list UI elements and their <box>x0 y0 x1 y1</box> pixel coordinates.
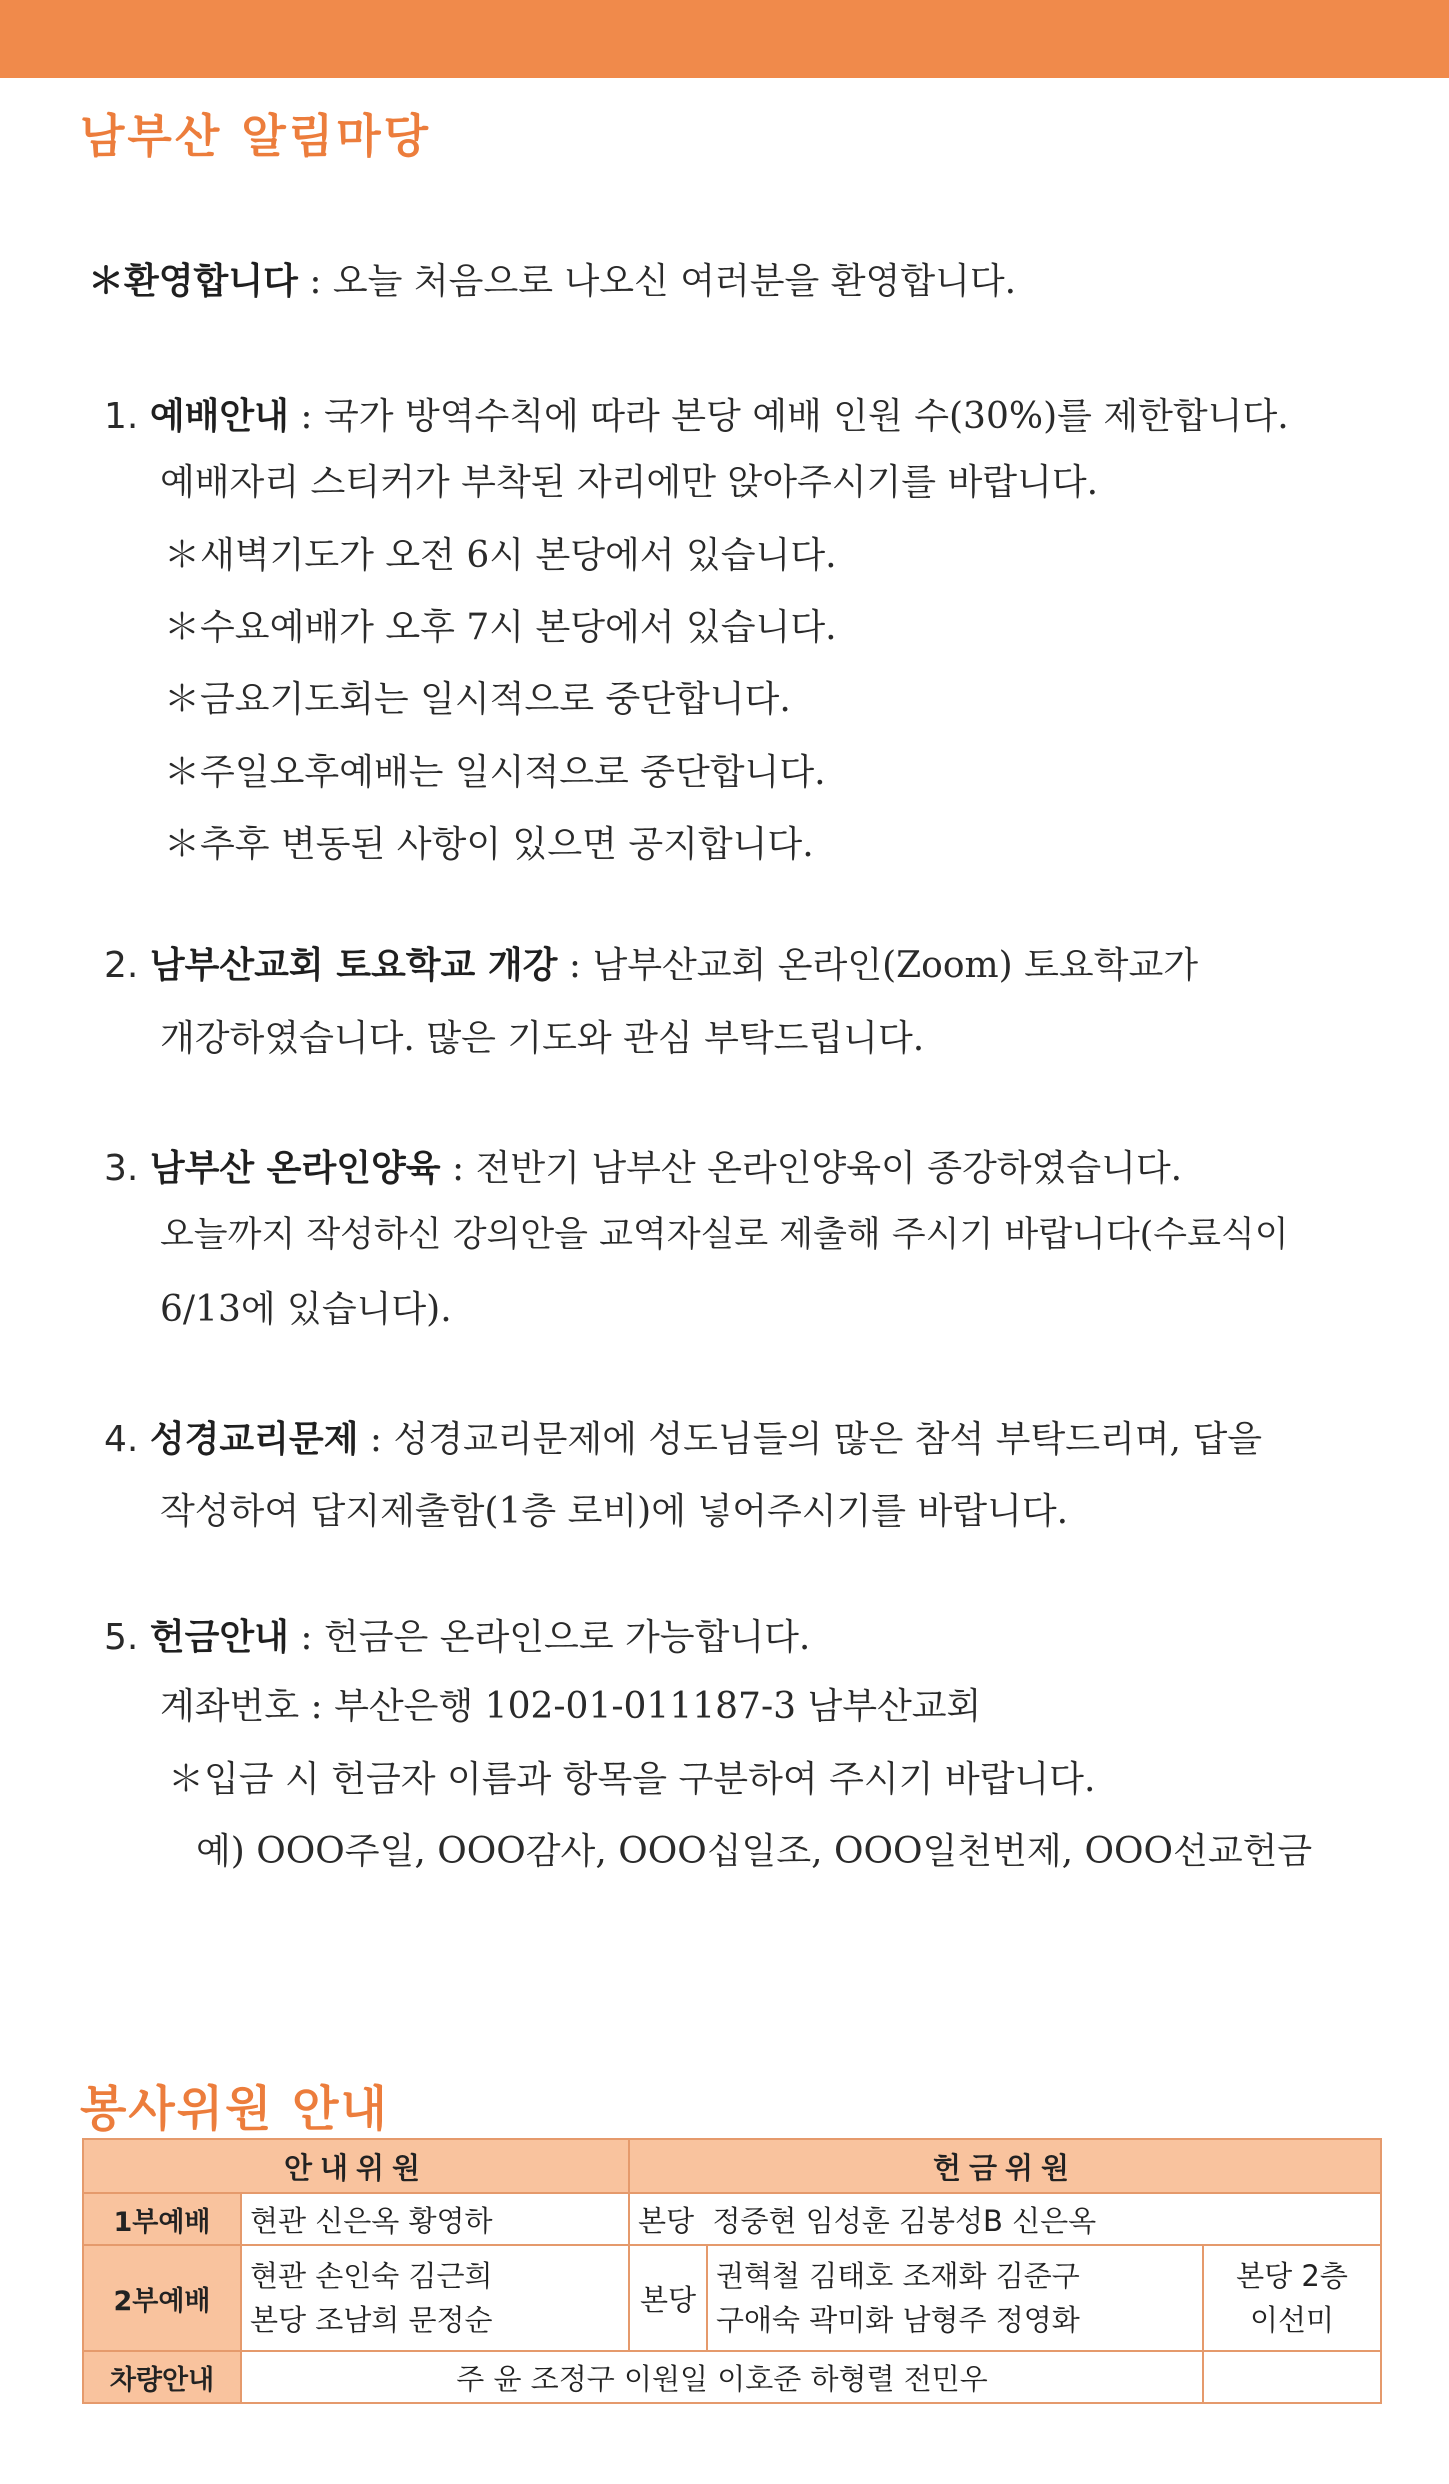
offering-line: 권혁철 김태호 조재화 김준구 <box>716 2259 1080 2293</box>
table-row <box>83 2351 1381 2403</box>
notice-2-label: 남부산교회 토요학교 개강 <box>149 945 558 986</box>
empty-cell <box>1203 2351 1381 2403</box>
notice-1-bullet: ＊금요기도회는 일시적으로 중단합니다. <box>164 679 791 720</box>
offering-header: 헌금위원 <box>629 2139 1381 2193</box>
offering-line: 구애숙 곽미화 남형주 정영화 <box>716 2303 1080 2337</box>
notice-1-bullet: ＊주일오후예배는 일시적으로 중단합니다. <box>164 752 826 793</box>
header-bar <box>0 0 1449 78</box>
service-label: 2부예배 <box>83 2245 241 2351</box>
notice-4-heading <box>104 1418 1262 1462</box>
bullet-mark: ＊ <box>164 752 201 793</box>
notice-3-text: : 전반기 남부산 온라인양육이 종강하였습니다. <box>440 1148 1183 1189</box>
offering-example: 예) OOO주일, OOO감사, OOO십일조, OOO일천번제, OOO선교헌금 <box>196 1831 1313 1872</box>
notice-1-bullet: ＊추후 변동된 사항이 있으면 공지합니다. <box>164 824 814 865</box>
notice-1-bullet: ＊새벽기도가 오전 6시 본당에서 있습니다. <box>164 535 837 576</box>
page-title: 남부산 알림마당 <box>80 109 432 163</box>
notice-5-text: : 헌금은 온라인으로 가능합니다. <box>288 1617 811 1658</box>
notice-4-line-2: 작성하여 답지제출함(1층 로비)에 넣어주시기를 바랍니다. <box>160 1491 1069 1532</box>
notice-1-line-2: 예배자리 스티커가 부착된 자리에만 앉아주시기를 바랍니다. <box>160 462 1099 503</box>
guide-line: 현관 손인숙 김근희 <box>250 2259 493 2293</box>
notice-2-text: : 남부산교회 온라인(Zoom) 토요학교가 <box>557 945 1199 986</box>
service-label: 차량안내 <box>83 2351 241 2403</box>
volunteers-title: 봉사위원 안내 <box>80 2081 389 2137</box>
offering-place: 본당 <box>629 2245 707 2351</box>
guide-cell: 현관 신은옥 황영하 <box>241 2193 629 2245</box>
notice-3-label: 남부산 온라인양육 <box>149 1148 441 1189</box>
guide-cell <box>241 2245 629 2351</box>
notice-4-label: 성경교리문제 <box>149 1419 359 1460</box>
notice-5-heading <box>104 1616 810 1660</box>
notice-2-heading <box>104 944 1198 988</box>
volunteers-table <box>82 2138 1382 2404</box>
bullet-mark: ＊ <box>164 679 201 720</box>
notice-5-number: 5. <box>104 1617 139 1658</box>
bullet-mark: ＊ <box>164 607 201 648</box>
notice-5-label: 헌금안내 <box>149 1617 289 1658</box>
notice-2-line-2: 개강하였습니다. 많은 기도와 관심 부탁드립니다. <box>160 1018 925 1059</box>
notice-3-number: 3. <box>104 1148 139 1189</box>
notice-3-line-2: 오늘까지 작성하신 강의안을 교역자실로 제출해 주시기 바랍니다(수료식이 <box>160 1215 1289 1255</box>
offering-cell <box>707 2245 1203 2351</box>
offering-place: 본당 <box>638 2203 695 2238</box>
notice-1-label: 예배안내 <box>149 396 289 437</box>
welcome-text: : 오늘 처음으로 나오신 여러분을 환영합니다. <box>297 261 1017 302</box>
welcome-label: ＊환영합니다 <box>88 261 298 302</box>
notice-4-number: 4. <box>104 1419 139 1460</box>
extra-line: 본당 2층 <box>1236 2259 1348 2293</box>
welcome-line <box>88 260 1016 304</box>
table-row <box>83 2245 1381 2351</box>
extra-line: 이선미 <box>1249 2303 1335 2337</box>
table-row <box>83 2193 1381 2245</box>
notice-3-heading <box>104 1147 1182 1191</box>
car-names-cell: 주 윤 조정구 이원일 이호준 하형렬 전민우 <box>241 2351 1203 2403</box>
bullet-mark: ＊ <box>164 824 201 865</box>
account-number: 계좌번호 : 부산은행 102-01-011187-3 남부산교회 <box>160 1686 982 1727</box>
notice-4-text: : 성경교리문제에 성도님들의 많은 참석 부탁드리며, 답을 <box>358 1419 1262 1460</box>
service-label: 1부예배 <box>83 2193 241 2245</box>
offering-cell <box>629 2193 1381 2245</box>
notice-1-number: 1. <box>104 396 139 437</box>
guide-line: 본당 조남희 문정순 <box>250 2303 493 2337</box>
offering-names: 정중현 임성훈 김봉성B 신은옥 <box>712 2203 1097 2238</box>
deposit-note: ＊입금 시 헌금자 이름과 항목을 구분하여 주시기 바랍니다. <box>168 1759 1096 1800</box>
notice-1-text: : 국가 방역수칙에 따라 본당 예배 인원 수(30%)를 제한합니다. <box>288 396 1289 437</box>
extra-offering-cell <box>1203 2245 1381 2351</box>
notice-1-heading <box>104 395 1289 439</box>
notice-1-bullet: ＊수요예배가 오후 7시 본당에서 있습니다. <box>164 607 837 648</box>
notice-2-number: 2. <box>104 945 139 986</box>
guide-header: 안내위원 <box>83 2139 629 2193</box>
notice-3-line-3: 6/13에 있습니다). <box>160 1289 452 1330</box>
bullet-mark: ＊ <box>164 535 201 576</box>
